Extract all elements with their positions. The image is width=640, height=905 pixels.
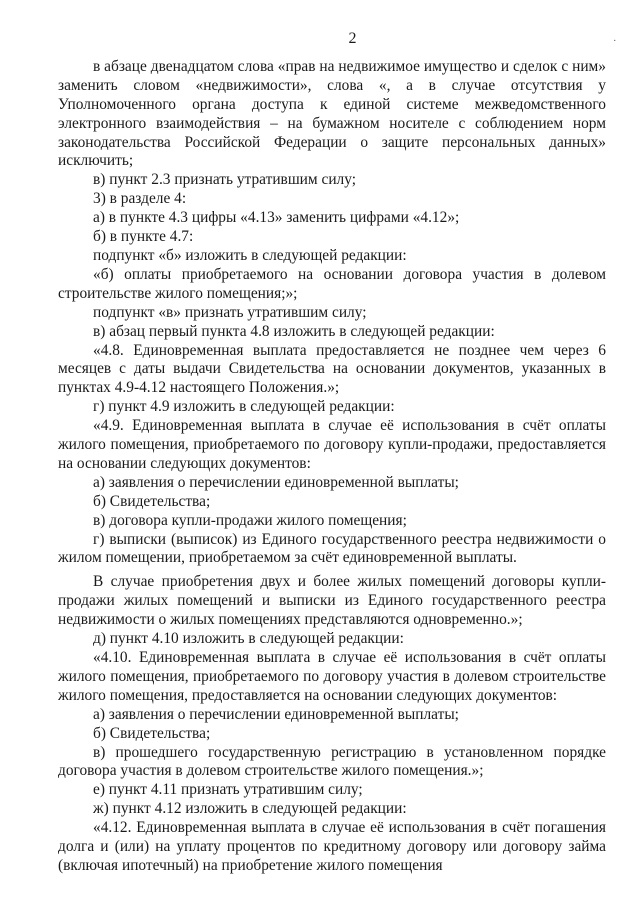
paragraph-15: в) договора купли-продажи жилого помещения; xyxy=(93,511,407,529)
paragraph-8: подпункт «в» признать утратившим силу; xyxy=(93,303,367,321)
paragraph-3: 3) в разделе 4: xyxy=(93,190,187,208)
page-number: 2 xyxy=(348,30,357,47)
paragraph-21: б) Свидетельства; xyxy=(93,724,211,742)
paragraph-6: подпункт «б» изложить в следующей редакции: xyxy=(93,246,407,264)
paragraph-9: в) абзац первый пункта 4.8 изложить в следующей редакции: xyxy=(93,322,495,340)
paragraph-24: ж) пункт 4.12 изложить в следующей редакции: xyxy=(93,800,407,818)
paragraph-5: б) в пункте 4.7: xyxy=(93,228,194,246)
paragraph-10: «4.8. Единовременная выплата предоставляется не позднее чем через 6 месяцев с даты выдачи Свидетельства на основании документов, указанных в пунктах 4.9-4.12 настоящего Положения.»; xyxy=(58,341,606,397)
paragraph-25: «4.12. Единовременная выплата в случае её использования в счёт погашения долга и (или) на уплату процентов по кредитному договору или договору займа (включая ипотечный) на приобретение жилого помещения xyxy=(58,819,606,874)
paragraph-11: г) пункт 4.9 изложить в следующей редакции: xyxy=(93,398,395,416)
paragraph-2: в) пункт 2.3 признать утратившим силу; xyxy=(93,171,357,189)
paragraph-4: а) в пункте 4.3 цифры «4.13» заменить цифрами «4.12»; xyxy=(93,209,460,227)
paragraph-1: в абзаце двенадцатом слова «прав на недвижимое имущество и сделок с ним» заменить словом «недвижимости», слова «, а в случае отсутствия у Уполномоченного органа доступа к единой системе межведомственного электронного взаимодействия – на бумажном носителе с соблюдением норм законодательства Российской Федерации о защите персональных данных» исключить; xyxy=(58,57,606,170)
paragraph-13: а) заявления о перечислении единовременной выплаты; xyxy=(93,473,459,491)
paragraph-17: В случае приобретения двух и более жилых помещений договоры купли-продажи жилых помещений и выписки из Единого государственного реестра недвижимости о жилых помещениях представляются одновременно.»; xyxy=(58,573,606,629)
paragraph-18: д) пункт 4.10 изложить в следующей редакции: xyxy=(93,630,404,648)
paragraph-14: б) Свидетельства; xyxy=(93,492,211,510)
paragraph-19: «4.10. Единовременная выплата в случае её использования в счёт оплаты жилого помещения, приобретаемого по договору участия в долевом строительстве жилого помещения, предоставляется на основании следующих документов: xyxy=(58,649,606,704)
paragraph-7: «б) оплаты приобретаемого на основании договора участия в долевом строительстве жилого помещения;»; xyxy=(58,265,606,302)
paragraph-23: е) пункт 4.11 признать утратившим силу; xyxy=(93,781,363,799)
corner-mark: . xyxy=(613,33,616,44)
paragraph-22: в) прошедшего государственную регистрацию в установленном порядке договора участия в долевом строительстве жилого помещения.»; xyxy=(58,743,606,780)
paragraph-12: «4.9. Единовременная выплата в случае её использования в счёт оплаты жилого помещения, приобретаемого по договору купли-продажи, предоставляется на основании следующих документов: xyxy=(58,417,606,472)
paragraph-16: г) выписки (выписок) из Единого государственного реестра недвижимости о жилом помещении, приобретаемом за счёт единовременной выплаты. xyxy=(58,530,606,567)
paragraph-20: а) заявления о перечислении единовременной выплаты; xyxy=(93,705,459,723)
